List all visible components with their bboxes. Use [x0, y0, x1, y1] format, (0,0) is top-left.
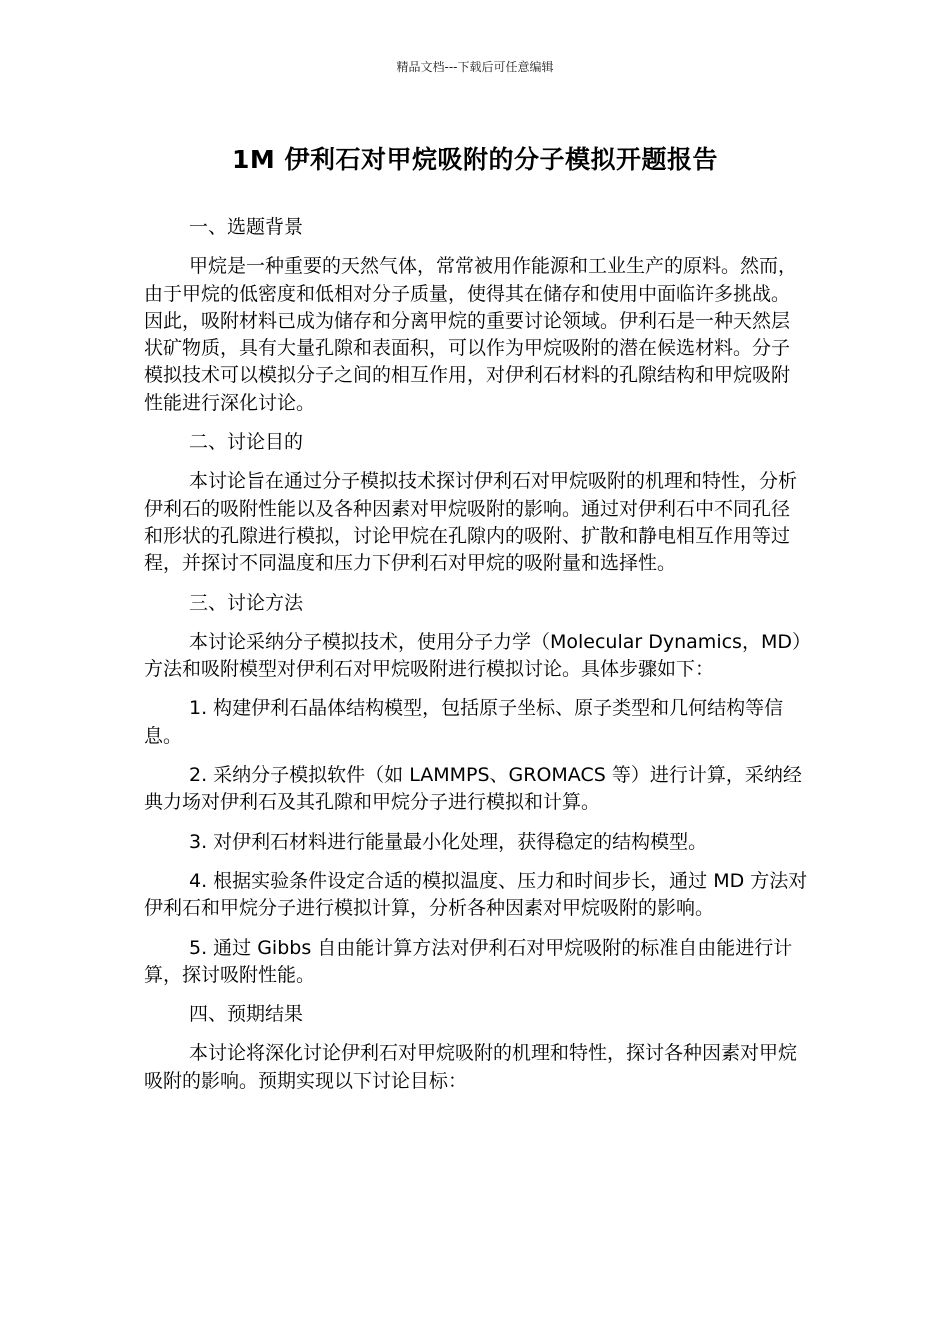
section-heading-background: 一、选题背景 [189, 216, 304, 238]
document-title: 1M 伊利石对甲烷吸附的分子模拟开题报告 [232, 145, 718, 174]
method-step-5: 5. 通过 Gibbs 自由能计算方法对伊利石对甲烷吸附的标准自由能进行计算，探讨吸附性能。 [144, 936, 793, 986]
paragraph-expected-results: 本讨论将深化讨论伊利石对甲烷吸附的机理和特性，探讨各种因素对甲烷吸附的影响。预期实现以下讨论目标： [144, 1042, 798, 1092]
document-body [144, 214, 808, 1107]
paragraph-background: 甲烷是一种重要的天然气体，常常被用作能源和工业生产的原料。然而，由于甲烷的低密度和低相对分子质量，使得其在储存和使用中面临许多挑战。因此，吸附材料已成为储存和分离甲烷的重要讨论领域。伊利石是一种天然层状矿物质，具有大量孔隙和表面积，可以作为甲烷吸附的潜在候选材料。分子模拟技术可以模拟分子之间的相互作用，对伊利石材料的孔隙结构和甲烷吸附性能进行深化讨论。 [144, 255, 798, 414]
section-heading-purpose: 二、讨论目的 [189, 431, 304, 454]
section-heading-method: 三、讨论方法 [189, 591, 304, 614]
header-note: 精品文档---下载后可任意编辑 [396, 60, 554, 74]
method-step-1: 1. 构建伊利石晶体结构模型，包括原子坐标、原子类型和几何结构等信息。 [144, 697, 784, 747]
method-step-4: 4. 根据实验条件设定合适的模拟温度、压力和时间步长，通过 MD 方法对伊利石和甲烷分子进行模拟计算，分析各种因素对甲烷吸附的影响。 [144, 869, 808, 920]
method-step-2: 2. 采纳分子模拟软件（如 LAMMPS、GROMACS 等）进行计算，采纳经典力场对伊利石及其孔隙和甲烷分子进行模拟和计算。 [144, 764, 802, 814]
paragraph-method: 本讨论采纳分子模拟技术，使用分子力学（Molecular Dynamics，MD）方法和吸附模型对伊利石对甲烷吸附进行模拟讨论。具体步骤如下： [144, 630, 802, 681]
section-heading-expected-results: 四、预期结果 [189, 1003, 304, 1026]
method-step-3: 3. 对伊利石材料进行能量最小化处理，获得稳定的结构模型。 [189, 830, 708, 853]
paragraph-purpose: 本讨论旨在通过分子模拟技术探讨伊利石对甲烷吸附的机理和特性，分析伊利石的吸附性能以及各种因素对甲烷吸附的影响。通过对伊利石中不同孔径和形状的孔隙进行模拟，讨论甲烷在孔隙内的吸附、扩散和静电相互作用等过程，并探讨不同温度和压力下伊利石对甲烷的吸附量和选择性。 [144, 470, 798, 575]
